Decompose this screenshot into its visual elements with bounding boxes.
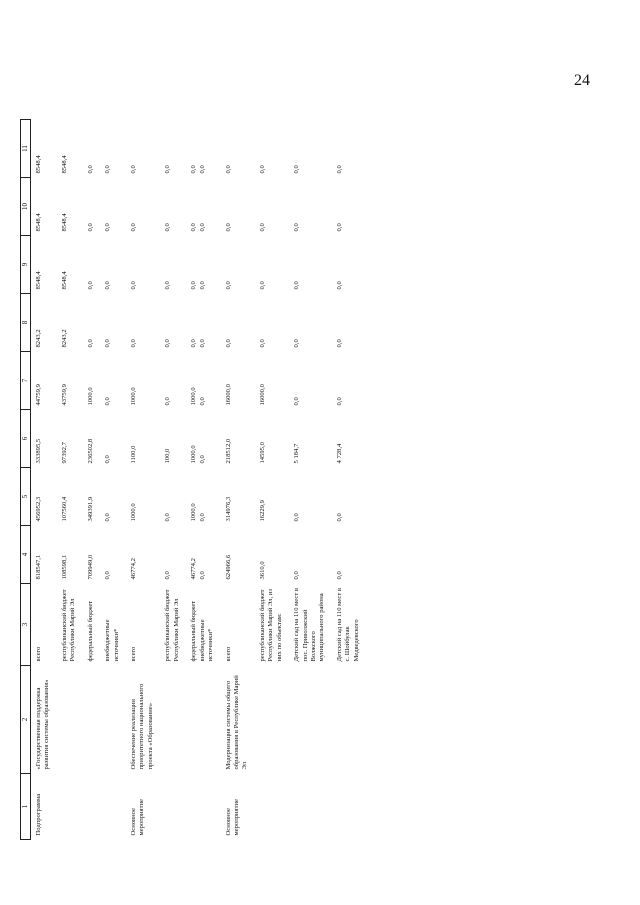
table-row [100,120,126,840]
row-type-cell: Основное мероприятие [130,799,146,836]
value-cell: 8243,2 [34,329,42,348]
row-title-cell [289,666,332,774]
value-cell: 0,0 [335,165,343,174]
value-cell: 314976,3 [224,496,232,522]
row-type-cell: Подпрограмма [34,793,42,836]
value-cell: 0,0 [164,223,172,232]
value-cell: 0,0 [258,281,266,290]
value-cell: 44759,9 [34,384,42,406]
value-cell: 8548,4 [60,271,68,290]
row-title-cell [100,666,126,774]
value-cell: 0,0 [164,165,172,174]
row-type-cell: Основное мероприятие [224,799,240,836]
value-cell: 0,0 [86,165,94,174]
value-cell: 16000,0 [224,384,232,406]
value-cell: 0,0 [130,165,138,174]
value-cell: 0,0 [293,571,301,580]
row-title-cell [255,666,289,774]
value-cell: 0,0 [258,339,266,348]
value-cell: 1100,0 [130,445,138,464]
value-cell: 0,0 [104,281,112,290]
value-cell: 0,0 [293,339,301,348]
value-cell: 8548,4 [60,213,68,232]
table-row [332,120,366,840]
value-cell: 0,0 [293,165,301,174]
page-number: 24 [574,72,590,89]
value-cell: 1000,0 0,0 [190,387,206,406]
funding-source-cell: всего [130,646,138,662]
table-row [57,120,83,840]
value-cell: 0,0 [130,339,138,348]
table-row [289,120,332,840]
row-title-cell: Обеспечение реализации приоритетного национального проекта «Образование» [130,683,154,770]
value-cell: 4 728,4 [335,443,343,464]
value-cell: 0,0 [164,339,172,348]
value-cell: 100,0 [164,448,172,464]
column-header: 11 [21,120,31,178]
value-cell: 0,0 [104,223,112,232]
row-title-cell: «Государственная поддержка развития системы образования» [34,679,51,770]
value-cell: 0,0 [86,339,94,348]
value-cell: 46774,2 0,0 [190,558,206,580]
value-cell: 0,0 [130,223,138,232]
value-cell: 0,0 [224,165,232,174]
value-cell: 624966,6 [224,554,232,580]
table-row [126,120,160,840]
value-cell: 0,0 [293,397,301,406]
value-cell: 8548,4 [34,271,42,290]
column-header: 5 [21,468,31,526]
column-header: 10 [21,178,31,236]
funding-source-cell: республиканский бюджет Республики Марий Эл, из них по объектам: [258,588,283,662]
value-cell: 16229,9 [258,500,266,522]
funding-source-cell: всего [34,646,42,662]
column-number-row [21,120,31,840]
value-cell: 0,0 [224,281,232,290]
value-cell: 0,0 [86,223,94,232]
row-type-cell [289,774,332,840]
value-cell: 46774,2 [130,558,138,580]
value-cell: 0,0 [335,223,343,232]
value-cell: 0,0 [164,571,172,580]
funding-source-cell: Детский сад на 110 мест в пос. Приволжский Волжского муниципального района [293,588,326,662]
value-cell: 0,0 0,0 [190,339,206,348]
value-cell: 0,0 [224,223,232,232]
value-cell: 108598,1 [60,554,68,580]
value-cell: 1000,0 [130,503,138,522]
value-cell: 0,0 [335,281,343,290]
value-cell: 3610,0 [258,561,266,580]
funding-source-cell: Детский сад на 110 мест в с. Шойбулак Медведевского [335,588,360,662]
column-header: 7 [21,352,31,410]
value-cell: 0,0 [104,455,112,464]
table-row [30,120,56,840]
value-cell: 16000,0 [258,384,266,406]
funding-source-cell: всего [224,646,232,662]
table-row [255,120,289,840]
value-cell: 8548,4 [60,155,68,174]
value-cell: 0,0 [335,571,343,580]
row-title-cell: Модернизация системы общего образования в Республике Марий Эл [224,675,249,770]
column-header: 1 [21,774,31,840]
column-header: 6 [21,410,31,468]
value-cell: 0,0 [293,223,301,232]
table-row [160,120,186,840]
value-cell: 0,0 [86,281,94,290]
row-title-cell [57,666,83,774]
column-header: 3 [21,584,31,666]
funding-source-cell: республиканский бюджет Республики Марий Эл [60,589,77,662]
row-type-cell [160,774,186,840]
value-cell: 0,0 [335,397,343,406]
funding-source-cell: федеральный бюджет [86,600,94,662]
funding-source-cell: республиканский бюджет Республики Марий Эл [164,589,180,662]
funding-source-cell: федеральный бюджет внебюджетные источники* [190,600,215,662]
row-title-cell [83,666,100,774]
value-cell: 0,0 [104,339,112,348]
value-cell: 818547,1 [34,554,42,580]
row-title-cell [186,666,220,774]
value-cell: 14595,0 [258,442,266,464]
column-header: 8 [21,294,31,352]
value-cell: 0,0 [164,397,172,406]
value-cell: 0,0 [104,397,112,406]
row-title-cell [332,666,366,774]
row-type-cell [57,774,83,840]
value-cell: 0,0 [104,571,112,580]
value-cell: 0,0 [258,223,266,232]
value-cell: 1000,0 [86,387,94,406]
value-cell: 0,0 [130,281,138,290]
value-cell: 8243,2 [60,329,68,348]
value-cell: 0,0 0,0 [190,223,206,232]
row-type-cell [186,774,220,840]
table-row [186,120,220,840]
row-type-cell [83,774,100,840]
value-cell: 0,0 [258,165,266,174]
value-cell: 456952,3 [34,496,42,522]
value-cell: 0,0 [293,281,301,290]
value-cell: 0,0 0,0 [190,281,206,290]
value-cell: 0,0 [293,513,301,522]
value-cell: 0,0 0,0 [190,165,206,174]
value-cell: 107560,4 [60,496,68,522]
value-cell: 1000,0 0,0 [190,503,206,522]
row-type-cell [100,774,126,840]
value-cell: 333895,5 [34,438,42,464]
table-row [221,120,255,840]
value-cell: 5 184,7 [293,443,301,464]
value-cell: 97392,7 [60,442,68,464]
value-cell: 8548,4 [34,213,42,232]
row-type-cell [255,774,289,840]
funding-source-cell: внебюджетные источники* [104,619,120,662]
value-cell: 0,0 [104,513,112,522]
rotated-table-region [20,120,420,840]
row-type-cell [332,774,366,840]
value-cell: 0,0 [164,513,172,522]
value-cell: 0,0 [335,339,343,348]
value-cell: 236502,8 [86,438,94,464]
column-header: 9 [21,236,31,294]
budget-table [20,119,366,840]
value-cell: 349391,9 [86,496,94,522]
value-cell: 709949,0 [86,554,94,580]
value-cell: 0,0 [164,281,172,290]
value-cell: 0,0 [335,513,343,522]
row-title-cell [160,666,186,774]
value-cell: 1000,0 [130,387,138,406]
column-header: 2 [21,666,31,774]
value-cell: 218512,0 [224,438,232,464]
value-cell: 8548,4 [34,155,42,174]
value-cell: 1000,0 0,0 [190,445,206,464]
value-cell: 0,0 [104,165,112,174]
value-cell: 43759,9 [60,384,68,406]
column-header: 4 [21,526,31,584]
value-cell: 0,0 [224,339,232,348]
table-row [83,120,100,840]
